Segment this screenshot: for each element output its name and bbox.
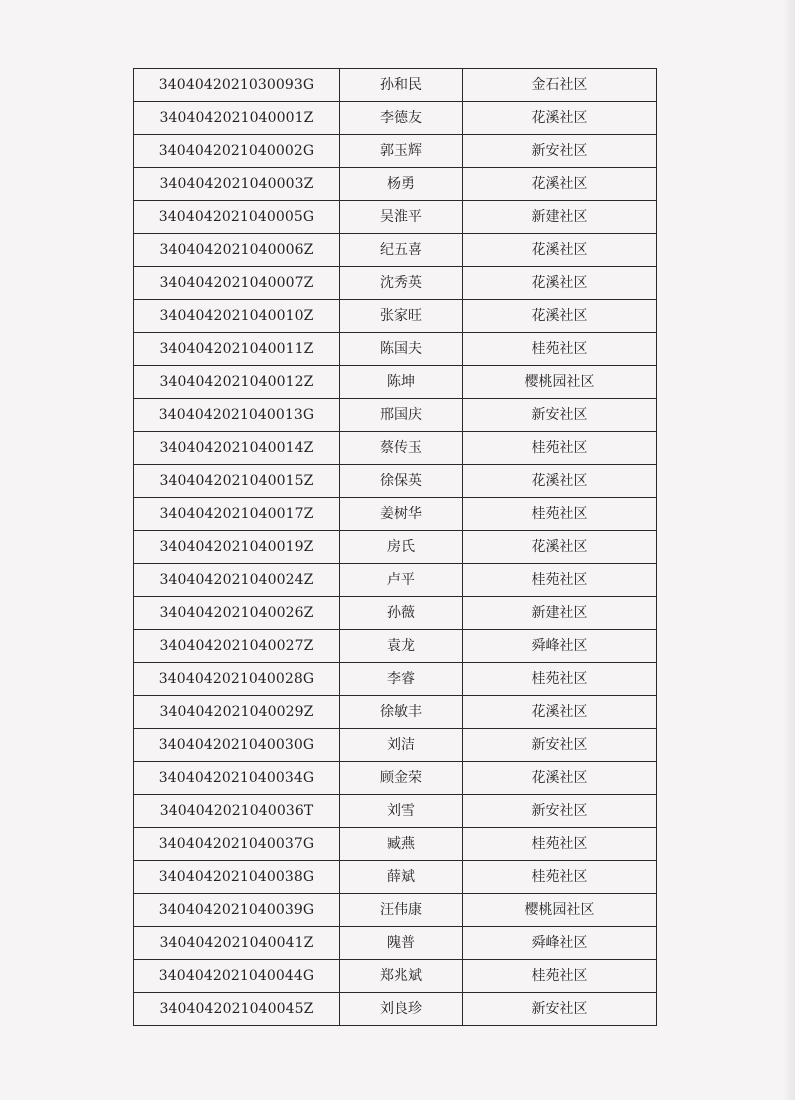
table-row (134, 432, 657, 465)
community-cell: 花溪社区 (463, 102, 657, 135)
name-cell: 卢平 (340, 564, 463, 597)
record-id-cell: 3404042021040038G (134, 861, 340, 894)
name-cell: 刘洁 (340, 729, 463, 762)
community-cell: 桂苑社区 (463, 432, 657, 465)
record-id-cell: 3404042021040034G (134, 762, 340, 795)
table-row (134, 267, 657, 300)
name-cell: 蔡传玉 (340, 432, 463, 465)
community-cell: 新建社区 (463, 201, 657, 234)
community-cell: 舜峰社区 (463, 630, 657, 663)
community-cell: 桂苑社区 (463, 663, 657, 696)
table-row (134, 993, 657, 1026)
table-row (134, 531, 657, 564)
community-cell: 花溪社区 (463, 531, 657, 564)
table-row (134, 894, 657, 927)
community-cell: 花溪社区 (463, 762, 657, 795)
record-id-cell: 3404042021040036T (134, 795, 340, 828)
community-cell: 新安社区 (463, 795, 657, 828)
name-cell: 顾金荣 (340, 762, 463, 795)
table-row (134, 795, 657, 828)
record-id-cell: 3404042021040014Z (134, 432, 340, 465)
name-cell: 孙薇 (340, 597, 463, 630)
table-row (134, 399, 657, 432)
table-row (134, 861, 657, 894)
record-id-cell: 3404042021040001Z (134, 102, 340, 135)
community-cell: 新安社区 (463, 729, 657, 762)
name-cell: 李德友 (340, 102, 463, 135)
name-cell: 纪五喜 (340, 234, 463, 267)
community-cell: 桂苑社区 (463, 960, 657, 993)
name-cell: 徐敏丰 (340, 696, 463, 729)
record-id-cell: 3404042021040037G (134, 828, 340, 861)
name-cell: 杨勇 (340, 168, 463, 201)
name-cell: 刘良珍 (340, 993, 463, 1026)
name-cell: 袁龙 (340, 630, 463, 663)
name-cell: 臧燕 (340, 828, 463, 861)
community-cell: 新安社区 (463, 135, 657, 168)
table-row (134, 762, 657, 795)
record-id-cell: 3404042021040007Z (134, 267, 340, 300)
record-id-cell: 3404042021040019Z (134, 531, 340, 564)
table-row (134, 564, 657, 597)
community-cell: 桂苑社区 (463, 564, 657, 597)
record-id-cell: 3404042021040045Z (134, 993, 340, 1026)
name-cell: 薛斌 (340, 861, 463, 894)
table-row (134, 465, 657, 498)
table-row (134, 960, 657, 993)
record-id-cell: 3404042021040002G (134, 135, 340, 168)
table-row (134, 597, 657, 630)
name-cell: 姜树华 (340, 498, 463, 531)
record-id-cell: 3404042021040029Z (134, 696, 340, 729)
community-cell: 桂苑社区 (463, 828, 657, 861)
roster-table (133, 68, 657, 1026)
name-cell: 孙和民 (340, 69, 463, 102)
table-row (134, 366, 657, 399)
name-cell: 郑兆斌 (340, 960, 463, 993)
table-row (134, 828, 657, 861)
community-cell: 金石社区 (463, 69, 657, 102)
record-id-cell: 3404042021040013G (134, 399, 340, 432)
community-cell: 樱桃园社区 (463, 366, 657, 399)
record-id-cell: 3404042021040044G (134, 960, 340, 993)
community-cell: 花溪社区 (463, 696, 657, 729)
record-id-cell: 3404042021040005G (134, 201, 340, 234)
record-id-cell: 3404042021040006Z (134, 234, 340, 267)
community-cell: 花溪社区 (463, 465, 657, 498)
community-cell: 新安社区 (463, 399, 657, 432)
record-id-cell: 3404042021040039G (134, 894, 340, 927)
record-id-cell: 3404042021040024Z (134, 564, 340, 597)
community-cell: 花溪社区 (463, 168, 657, 201)
table-row (134, 729, 657, 762)
roster-table-body (134, 69, 657, 1026)
community-cell: 桂苑社区 (463, 498, 657, 531)
name-cell: 吴淮平 (340, 201, 463, 234)
community-cell: 新安社区 (463, 993, 657, 1026)
table-row (134, 498, 657, 531)
name-cell: 隗普 (340, 927, 463, 960)
table-row (134, 135, 657, 168)
name-cell: 刘雪 (340, 795, 463, 828)
community-cell: 桂苑社区 (463, 861, 657, 894)
community-cell: 樱桃园社区 (463, 894, 657, 927)
name-cell: 陈坤 (340, 366, 463, 399)
table-row (134, 69, 657, 102)
table-row (134, 927, 657, 960)
record-id-cell: 3404042021040015Z (134, 465, 340, 498)
table-row (134, 102, 657, 135)
name-cell: 郭玉辉 (340, 135, 463, 168)
community-cell: 花溪社区 (463, 267, 657, 300)
record-id-cell: 3404042021040028G (134, 663, 340, 696)
record-id-cell: 3404042021040011Z (134, 333, 340, 366)
record-id-cell: 3404042021040026Z (134, 597, 340, 630)
table-row (134, 234, 657, 267)
name-cell: 李睿 (340, 663, 463, 696)
record-id-cell: 3404042021040027Z (134, 630, 340, 663)
community-cell: 舜峰社区 (463, 927, 657, 960)
community-cell: 桂苑社区 (463, 333, 657, 366)
record-id-cell: 3404042021040030G (134, 729, 340, 762)
community-cell: 花溪社区 (463, 234, 657, 267)
record-id-cell: 3404042021040041Z (134, 927, 340, 960)
record-id-cell: 3404042021040012Z (134, 366, 340, 399)
community-cell: 花溪社区 (463, 300, 657, 333)
table-row (134, 663, 657, 696)
record-id-cell: 3404042021040010Z (134, 300, 340, 333)
table-row (134, 300, 657, 333)
name-cell: 房氏 (340, 531, 463, 564)
name-cell: 邢国庆 (340, 399, 463, 432)
table-row (134, 333, 657, 366)
name-cell: 徐保英 (340, 465, 463, 498)
record-id-cell: 3404042021040017Z (134, 498, 340, 531)
name-cell: 陈国夫 (340, 333, 463, 366)
record-id-cell: 3404042021030093G (134, 69, 340, 102)
record-id-cell: 3404042021040003Z (134, 168, 340, 201)
name-cell: 沈秀英 (340, 267, 463, 300)
name-cell: 汪伟康 (340, 894, 463, 927)
table-row (134, 630, 657, 663)
name-cell: 张家旺 (340, 300, 463, 333)
table-row (134, 201, 657, 234)
table-row (134, 168, 657, 201)
table-row (134, 696, 657, 729)
page-edge-shadow (783, 0, 795, 1100)
community-cell: 新建社区 (463, 597, 657, 630)
